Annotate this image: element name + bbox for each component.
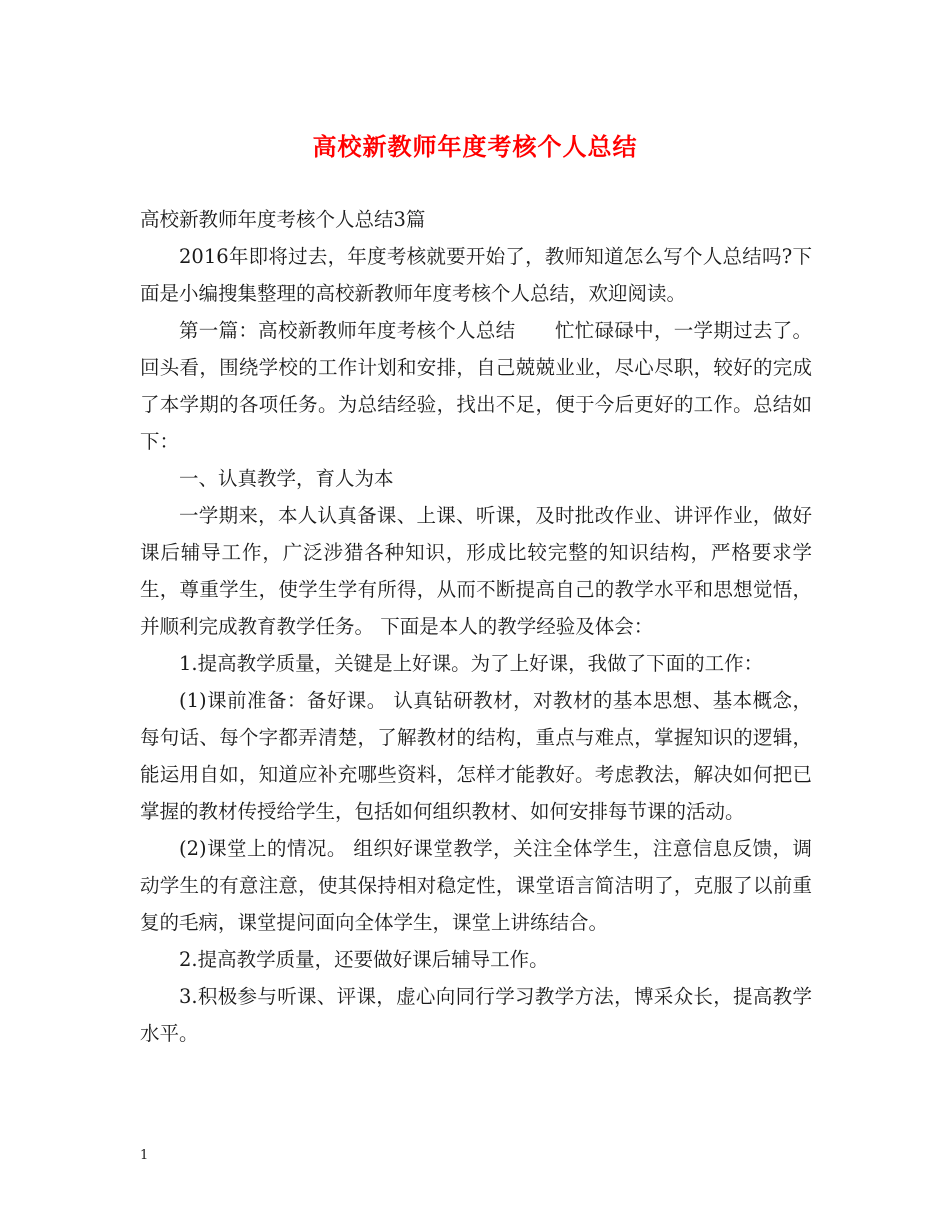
paragraph-part-one: 第一篇：高校新教师年度考核个人总结 忙忙碌碌中，一学期过去了。回头看，围绕学校的工作计划和安排，自己兢兢业业，尽心尽职，较好的完成了本学期的各项任务。为总结经验，找出不足，便于今后更好的工作。总结如下： [140, 319, 812, 453]
paragraph-item-1-1: (1)课前准备：备好课。 认真钻研教材，对教材的基本思想、基本概念，每句话、每个字都弄清楚，了解教材的结构，重点与难点，掌握知识的逻辑，能运用自如，知道应补充哪些资料，怎样才能教好。考虑教法，解决如何把已掌握的教材传授给学生，包括如何组织教材、如何安排每节课的活动。 [140, 689, 812, 823]
document-body [140, 201, 812, 1052]
paragraph-item-3: 3.积极参与听课、评课，虚心向同行学习教学方法，博采众长，提高教学水平。 [140, 985, 812, 1045]
paragraph-intro: 2016年即将过去，年度考核就要开始了，教师知道怎么写个人总结吗?下面是小编搜集整理的高校新教师年度考核个人总结，欢迎阅读。 [140, 245, 812, 305]
paragraph-subtitle: 高校新教师年度考核个人总结3篇 [140, 208, 426, 231]
paragraph-item-1-2: (2)课堂上的情况。 组织好课堂教学，关注全体学生，注意信息反馈，调动学生的有意注意，使其保持相对稳定性，课堂语言简洁明了，克服了以前重复的毛病，课堂提问面向全体学生，课堂上讲练结合。 [140, 837, 812, 934]
paragraph-item-2: 2.提高教学质量，还要做好课后辅导工作。 [179, 948, 549, 971]
paragraph-teaching-overview: 一学期来，本人认真备课、上课、听课，及时批改作业、讲评作业，做好课后辅导工作，广泛涉猎各种知识，形成比较完整的知识结构，严格要求学生，尊重学生，使学生学有所得，从而不断提高自己的教学水平和思想觉悟，并顺利完成教育教学任务。 下面是本人的教学经验及体会： [140, 504, 812, 638]
document-title: 高校新教师年度考核个人总结 [312, 132, 638, 161]
section-heading-teaching: 一、认真教学，育人为本 [179, 467, 394, 490]
page-number: 1 [140, 1148, 149, 1163]
paragraph-item-1: 1.提高教学质量，关键是上好课。为了上好课，我做了下面的工作： [179, 652, 764, 675]
